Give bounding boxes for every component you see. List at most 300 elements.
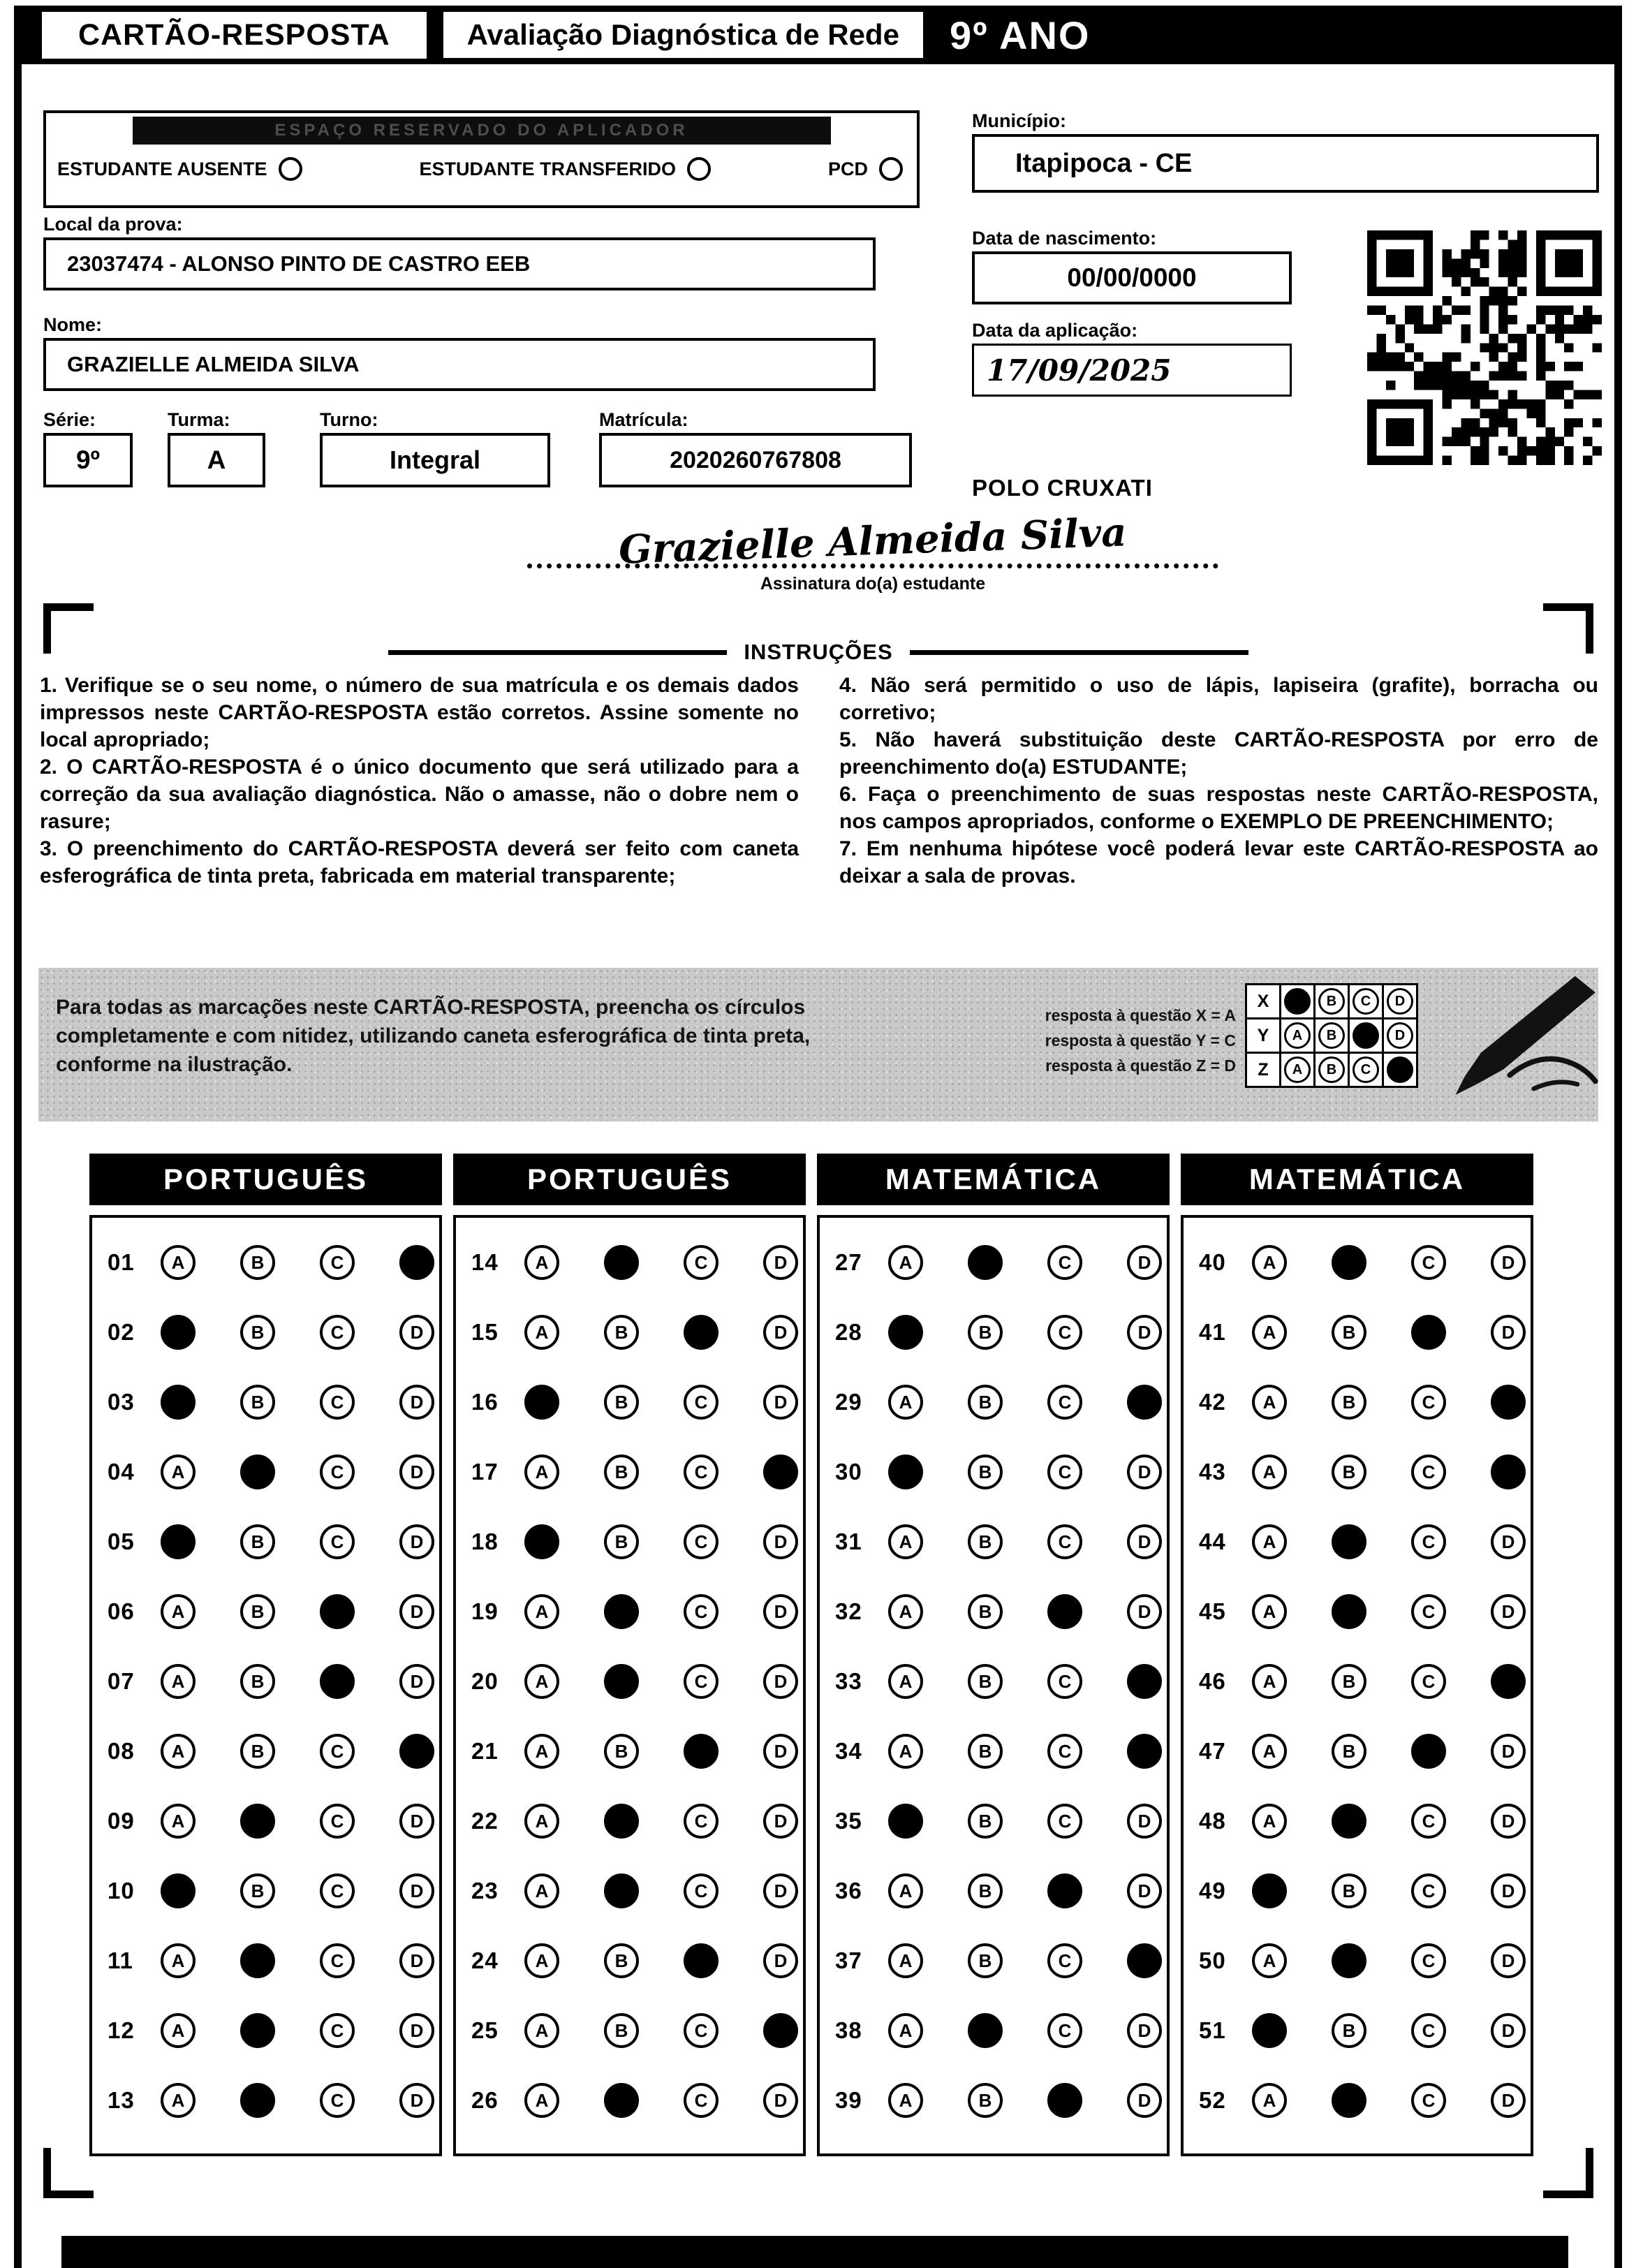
matricula-value: 2020260767808 [599,433,912,487]
bubble-d[interactable]: D [1127,1315,1162,1350]
bubble-a[interactable]: A [161,1943,196,1978]
question-number: 34 [835,1738,862,1764]
bubble-c[interactable]: C [320,1245,355,1280]
example-bubble-c: C [1353,1056,1379,1083]
bubble-b[interactable] [968,2013,1003,2048]
instructions-title: INSTRUÇÕES [744,640,893,664]
hand-with-pen-icon [1421,961,1616,1114]
bubble-a[interactable]: A [888,1873,923,1908]
bubble-a[interactable]: A [888,1385,923,1420]
answer-section [89,1154,1549,2156]
bubble-a[interactable]: A [524,1455,559,1489]
bubble-a[interactable]: A [888,2083,923,2118]
bubble-a[interactable]: A [524,1664,559,1699]
bubble-c[interactable]: C [1047,1664,1082,1699]
question-number: 47 [1199,1738,1226,1764]
example-cell [1348,983,1384,1019]
bubble-d[interactable]: D [1491,1245,1526,1280]
example-row [1245,983,1418,1019]
bubble-d[interactable]: D [763,1804,798,1839]
answer-row [1199,1786,1531,1856]
signature-line[interactable] [527,500,1218,573]
answer-row [108,1786,439,1856]
bubble-d[interactable]: D [1491,1734,1526,1769]
bubble-d[interactable] [1491,1455,1526,1489]
answer-row [835,1297,1167,1367]
bubble-a[interactable]: A [524,1943,559,1978]
application-date-label: Data da aplicação: [972,320,1138,341]
bubble-b[interactable]: B [1332,1385,1366,1420]
bubble-a[interactable] [161,1385,196,1420]
bubble-b[interactable]: B [1332,1315,1366,1350]
bubble-d[interactable] [1491,1664,1526,1699]
answer-row [471,1228,803,1297]
legend-line: resposta à questão X = A [1045,1006,1236,1024]
answer-row [835,1786,1167,1856]
answer-panel [1181,1154,1533,2156]
option-circle[interactable] [279,157,302,181]
bubble-b[interactable]: B [604,1734,639,1769]
bubble-c[interactable]: C [320,2083,355,2118]
bubble-d[interactable]: D [1491,2013,1526,2048]
bubble-a[interactable]: A [161,1664,196,1699]
local-value: 23037474 - ALONSO PINTO DE CASTRO EEB [43,237,876,290]
bubble-b[interactable] [240,1455,275,1489]
bubble-d[interactable] [1127,1943,1162,1978]
bubble-a[interactable]: A [1252,1943,1287,1978]
bubble-d[interactable] [763,1455,798,1489]
student-signature: Grazielle Almeida Silva [618,509,1128,573]
bubble-c[interactable]: C [1411,1943,1446,1978]
bubble-a[interactable]: A [524,2083,559,2118]
bubble-c[interactable]: C [1411,1524,1446,1559]
question-number: 39 [835,2087,862,2113]
answer-row [471,1297,803,1367]
bubble-a[interactable]: A [888,1664,923,1699]
bubble-d[interactable]: D [1491,1594,1526,1629]
bubble-c[interactable]: C [320,2013,355,2048]
bubble-c[interactable]: C [320,1455,355,1489]
bubble-d[interactable]: D [399,2013,434,2048]
example-bubble-a: A [1284,1056,1311,1083]
bubble-b[interactable] [968,1245,1003,1280]
sheet-title: CARTÃO-RESPOSTA [42,12,427,59]
bubble-a[interactable] [1252,1873,1287,1908]
bubble-a[interactable]: A [161,1245,196,1280]
bubble-d[interactable]: D [763,1524,798,1559]
bubble-c[interactable]: C [1411,1873,1446,1908]
bubble-c[interactable]: C [320,1734,355,1769]
bubble-a[interactable]: A [161,1734,196,1769]
applicator-options [46,145,917,181]
question-number: 14 [471,1249,499,1275]
answer-row [835,1996,1167,2066]
bubble-b[interactable] [240,1804,275,1839]
bubble-c[interactable]: C [1411,1804,1446,1839]
bubble-b[interactable]: B [968,1385,1003,1420]
bubble-c[interactable] [684,1734,718,1769]
bubble-a[interactable]: A [888,1245,923,1280]
answer-row [471,1856,803,1926]
bubble-a[interactable] [524,1524,559,1559]
question-number: 43 [1199,1459,1226,1485]
question-number: 44 [1199,1529,1226,1554]
question-number: 06 [108,1598,135,1624]
bubble-d[interactable]: D [763,1664,798,1699]
bubble-a[interactable]: A [161,1594,196,1629]
bubble-c[interactable] [320,1594,355,1629]
bubble-b[interactable]: B [968,1455,1003,1489]
bubble-b[interactable]: B [968,1664,1003,1699]
signature-block [527,500,1218,594]
answer-row [835,1926,1167,1996]
bubble-b[interactable]: B [604,1455,639,1489]
applicator-option-1 [57,157,302,181]
bubble-d[interactable]: D [763,1315,798,1350]
bubble-b[interactable]: B [240,1664,275,1699]
applicator-option-3 [828,157,903,181]
bubble-b[interactable]: B [968,1524,1003,1559]
bubble-c[interactable]: C [1047,1734,1082,1769]
bubble-b[interactable] [240,2013,275,2048]
bubble-a[interactable]: A [1252,1594,1287,1629]
bubble-c[interactable]: C [1047,1804,1082,1839]
answer-row [471,2066,803,2135]
bubble-d[interactable]: D [763,1873,798,1908]
question-number: 27 [835,1249,862,1275]
bubble-b[interactable]: B [968,2083,1003,2118]
bubble-b[interactable]: B [240,1524,275,1559]
bubble-c[interactable]: C [684,1804,718,1839]
question-number: 25 [471,2017,499,2043]
turma-label: Turma: [168,409,230,430]
bubble-b[interactable] [604,2083,639,2118]
bubble-d[interactable]: D [399,1524,434,1559]
bubble-c[interactable]: C [320,1804,355,1839]
bubble-a[interactable] [888,1315,923,1350]
bubble-c[interactable]: C [320,1943,355,1978]
question-number: 01 [108,1249,135,1275]
bubble-d[interactable]: D [399,2083,434,2118]
bubble-c[interactable]: C [1411,1594,1446,1629]
application-date-value[interactable]: 17/09/2025 [972,344,1292,397]
option-circle[interactable] [687,157,711,181]
bubble-c[interactable]: C [320,1315,355,1350]
bubble-c[interactable]: C [1047,1455,1082,1489]
bubble-d[interactable]: D [1127,1873,1162,1908]
bubble-b[interactable]: B [968,1315,1003,1350]
bubble-a[interactable]: A [524,1315,559,1350]
bubble-d[interactable]: D [1491,1943,1526,1978]
bubble-a[interactable]: A [1252,1734,1287,1769]
crop-mark-bottom-right [1543,2148,1593,2198]
bubble-d[interactable]: D [1127,1804,1162,1839]
bubble-b[interactable]: B [1332,1734,1366,1769]
bubble-d[interactable] [1491,1385,1526,1420]
bubble-a[interactable]: A [1252,1804,1287,1839]
answer-row [471,1367,803,1437]
question-number: 02 [108,1319,135,1345]
bubble-d[interactable]: D [1491,1524,1526,1559]
bubble-a[interactable]: A [1252,1315,1287,1350]
question-number: 07 [108,1668,135,1694]
bubble-c[interactable]: C [684,1594,718,1629]
bubble-a[interactable]: A [524,1804,559,1839]
question-number: 17 [471,1459,499,1485]
bubble-a[interactable]: A [1252,1455,1287,1489]
bubble-b[interactable]: B [604,1315,639,1350]
bubble-a[interactable]: A [524,1873,559,1908]
bubble-b[interactable]: B [968,1873,1003,1908]
bubble-d[interactable]: D [1127,2013,1162,2048]
bubble-a[interactable]: A [161,2083,196,2118]
bubble-c[interactable]: C [1411,2013,1446,2048]
bubble-b[interactable]: B [968,1734,1003,1769]
bubble-a[interactable]: A [524,1734,559,1769]
bubble-d[interactable]: D [1127,1245,1162,1280]
bubble-c[interactable]: C [1411,1245,1446,1280]
answer-row [108,1297,439,1367]
example-cell [1382,1052,1418,1088]
bubble-d[interactable] [1127,1385,1162,1420]
bubble-d[interactable]: D [1127,1594,1162,1629]
bubble-b[interactable] [1332,1594,1366,1629]
bubble-d[interactable]: D [1127,2083,1162,2118]
question-number: 26 [471,2087,499,2113]
bubble-d[interactable]: D [399,1943,434,1978]
answer-row [471,1716,803,1786]
bubble-c[interactable] [1047,1594,1082,1629]
bubble-d[interactable]: D [763,2083,798,2118]
bubble-a[interactable]: A [524,1594,559,1629]
bubble-d[interactable]: D [399,1664,434,1699]
bubble-b[interactable]: B [240,1734,275,1769]
bubble-b[interactable]: B [604,1943,639,1978]
bubble-b[interactable] [1332,2083,1366,2118]
bubble-b[interactable] [240,2083,275,2118]
bubble-b[interactable]: B [604,2013,639,2048]
bubble-a[interactable]: A [161,2013,196,2048]
bubble-c[interactable]: C [320,1385,355,1420]
bubble-d[interactable]: D [1491,1804,1526,1839]
answer-row [1199,1228,1531,1297]
bubble-b[interactable] [1332,1245,1366,1280]
bubble-d[interactable]: D [399,1873,434,1908]
bubble-a[interactable]: A [161,1455,196,1489]
bubble-c[interactable] [1411,1734,1446,1769]
question-number: 10 [108,1878,135,1904]
bubble-a[interactable]: A [161,1804,196,1839]
subject-header: PORTUGUÊS [89,1154,442,1205]
bubble-c[interactable]: C [684,1664,718,1699]
bottom-bar [61,2236,1568,2268]
answer-panel-body [453,1215,806,2156]
bubble-a[interactable] [888,1455,923,1489]
question-number: 23 [471,1878,499,1904]
page-border-left [14,6,22,2268]
bubble-a[interactable]: A [524,2013,559,2048]
bubble-d[interactable] [1127,1664,1162,1699]
bubble-c[interactable]: C [320,1524,355,1559]
instruction-item: 3. O preenchimento do CARTÃO-RESPOSTA deverá ser feito com caneta esferográfica de tinta preta, fabricada em material transparente; [40,837,799,888]
bubble-a[interactable] [1252,2013,1287,2048]
bubble-c[interactable] [320,1664,355,1699]
bubble-d[interactable]: D [1491,1315,1526,1350]
answer-row [1199,1297,1531,1367]
bubble-b[interactable] [604,1594,639,1629]
serie-label: Série: [43,409,96,430]
bubble-b[interactable]: B [604,1524,639,1559]
bubble-c[interactable] [1047,2083,1082,2118]
bubble-a[interactable]: A [888,1524,923,1559]
bubble-c[interactable]: C [1411,1664,1446,1699]
bubble-d[interactable]: D [399,1455,434,1489]
bubble-c[interactable]: C [1411,2083,1446,2118]
instructions-rule-left [388,650,727,655]
bubble-a[interactable]: A [888,1943,923,1978]
bubble-d[interactable]: D [763,1245,798,1280]
bubble-d[interactable]: D [763,1594,798,1629]
bubble-b[interactable]: B [604,1385,639,1420]
bubble-b[interactable] [604,1873,639,1908]
bubble-a[interactable]: A [1252,1245,1287,1280]
bubble-b[interactable] [1332,1524,1366,1559]
bubble-a[interactable]: A [888,2013,923,2048]
bubble-b[interactable]: B [1332,1873,1366,1908]
turno-label: Turno: [320,409,378,430]
bubble-b[interactable] [240,1943,275,1978]
bubble-a[interactable]: A [888,1734,923,1769]
bubble-b[interactable] [604,1664,639,1699]
bubble-d[interactable]: D [1491,1873,1526,1908]
subject-header: PORTUGUÊS [453,1154,806,1205]
question-number: 46 [1199,1668,1226,1694]
question-number: 48 [1199,1808,1226,1834]
bubble-d[interactable]: D [399,1594,434,1629]
bubble-d[interactable]: D [763,1943,798,1978]
example-row-label: Z [1245,1052,1281,1088]
bubble-b[interactable]: B [1332,1664,1366,1699]
bubble-d[interactable] [763,2013,798,2048]
header-bar [14,6,1622,64]
applicator-option-2 [420,157,712,181]
bubble-a[interactable] [524,1385,559,1420]
bubble-b[interactable] [1332,1804,1366,1839]
question-number: 04 [108,1459,135,1485]
bubble-d[interactable] [1127,1734,1162,1769]
answer-row [108,1647,439,1716]
bubble-a[interactable]: A [1252,1524,1287,1559]
applicator-option-label: ESTUDANTE AUSENTE [57,158,267,179]
bubble-b[interactable]: B [240,1245,275,1280]
bubble-c[interactable]: C [1047,1315,1082,1350]
bubble-c[interactable]: C [684,1455,718,1489]
bubble-c[interactable] [1411,1315,1446,1350]
question-number: 50 [1199,1947,1226,1973]
bubble-a[interactable]: A [524,1245,559,1280]
question-number: 21 [471,1738,499,1764]
bubble-d[interactable] [399,1245,434,1280]
nome-label: Nome: [43,314,103,335]
question-number: 51 [1199,2017,1226,2043]
bubble-d[interactable]: D [1491,2083,1526,2118]
bubble-c[interactable] [1047,1873,1082,1908]
bubble-c[interactable]: C [1411,1455,1446,1489]
bubble-b[interactable]: B [240,1873,275,1908]
bubble-d[interactable]: D [1127,1524,1162,1559]
bubble-c[interactable]: C [1047,1524,1082,1559]
answer-row [108,1437,439,1507]
bubble-c[interactable]: C [1047,2013,1082,2048]
bubble-d[interactable]: D [399,1315,434,1350]
example-bubble-b: B [1318,1056,1345,1083]
bubble-b[interactable]: B [240,1594,275,1629]
option-circle[interactable] [879,157,903,181]
bubble-a[interactable]: A [888,1594,923,1629]
answer-row [835,2066,1167,2135]
example-cell [1313,1017,1350,1054]
bubble-b[interactable]: B [968,1804,1003,1839]
bubble-c[interactable]: C [684,2013,718,2048]
bubble-d[interactable] [399,1734,434,1769]
bubble-b[interactable]: B [1332,2013,1366,2048]
applicator-bar-label: ESPAÇO RESERVADO DO APLICADOR [133,117,831,145]
bubble-a[interactable]: A [1252,1385,1287,1420]
bubble-b[interactable]: B [240,1385,275,1420]
bubble-c[interactable]: C [1411,1385,1446,1420]
bubble-a[interactable] [161,1315,196,1350]
bubble-c[interactable]: C [320,1873,355,1908]
legend-line: resposta à questão Z = D [1045,1056,1236,1075]
question-number: 33 [835,1668,862,1694]
signature-label: Assinatura do(a) estudante [760,574,986,594]
bubble-c[interactable] [684,1943,718,1978]
bubble-d[interactable]: D [763,1734,798,1769]
bubble-c[interactable]: C [1047,1943,1082,1978]
bubble-c[interactable]: C [684,1385,718,1420]
bubble-b[interactable]: B [240,1315,275,1350]
bubble-c[interactable]: C [684,1524,718,1559]
bubble-c[interactable]: C [684,2083,718,2118]
bubble-a[interactable]: A [1252,1664,1287,1699]
bubble-d[interactable]: D [399,1804,434,1839]
bubble-d[interactable]: D [763,1385,798,1420]
subject-header: MATEMÁTICA [817,1154,1170,1205]
bubble-a[interactable] [161,1524,196,1559]
bubble-a[interactable]: A [1252,2083,1287,2118]
bubble-a[interactable] [161,1873,196,1908]
question-number: 09 [108,1808,135,1834]
bubble-b[interactable]: B [968,1943,1003,1978]
bubble-c[interactable]: C [1047,1385,1082,1420]
bubble-a[interactable] [888,1804,923,1839]
example-legend [908,1003,1236,1078]
bubble-c[interactable]: C [684,1873,718,1908]
bubble-c[interactable]: C [1047,1245,1082,1280]
bubble-c[interactable]: C [684,1245,718,1280]
bubble-b[interactable] [604,1804,639,1839]
question-number: 12 [108,2017,135,2043]
bubble-b[interactable]: B [1332,1455,1366,1489]
answer-row [1199,1367,1531,1437]
bubble-b[interactable] [604,1245,639,1280]
bubble-c[interactable] [684,1315,718,1350]
bubble-d[interactable]: D [399,1385,434,1420]
answer-panel [817,1154,1170,2156]
bubble-b[interactable]: B [968,1594,1003,1629]
bubble-d[interactable]: D [1127,1455,1162,1489]
bubble-b[interactable] [1332,1943,1366,1978]
